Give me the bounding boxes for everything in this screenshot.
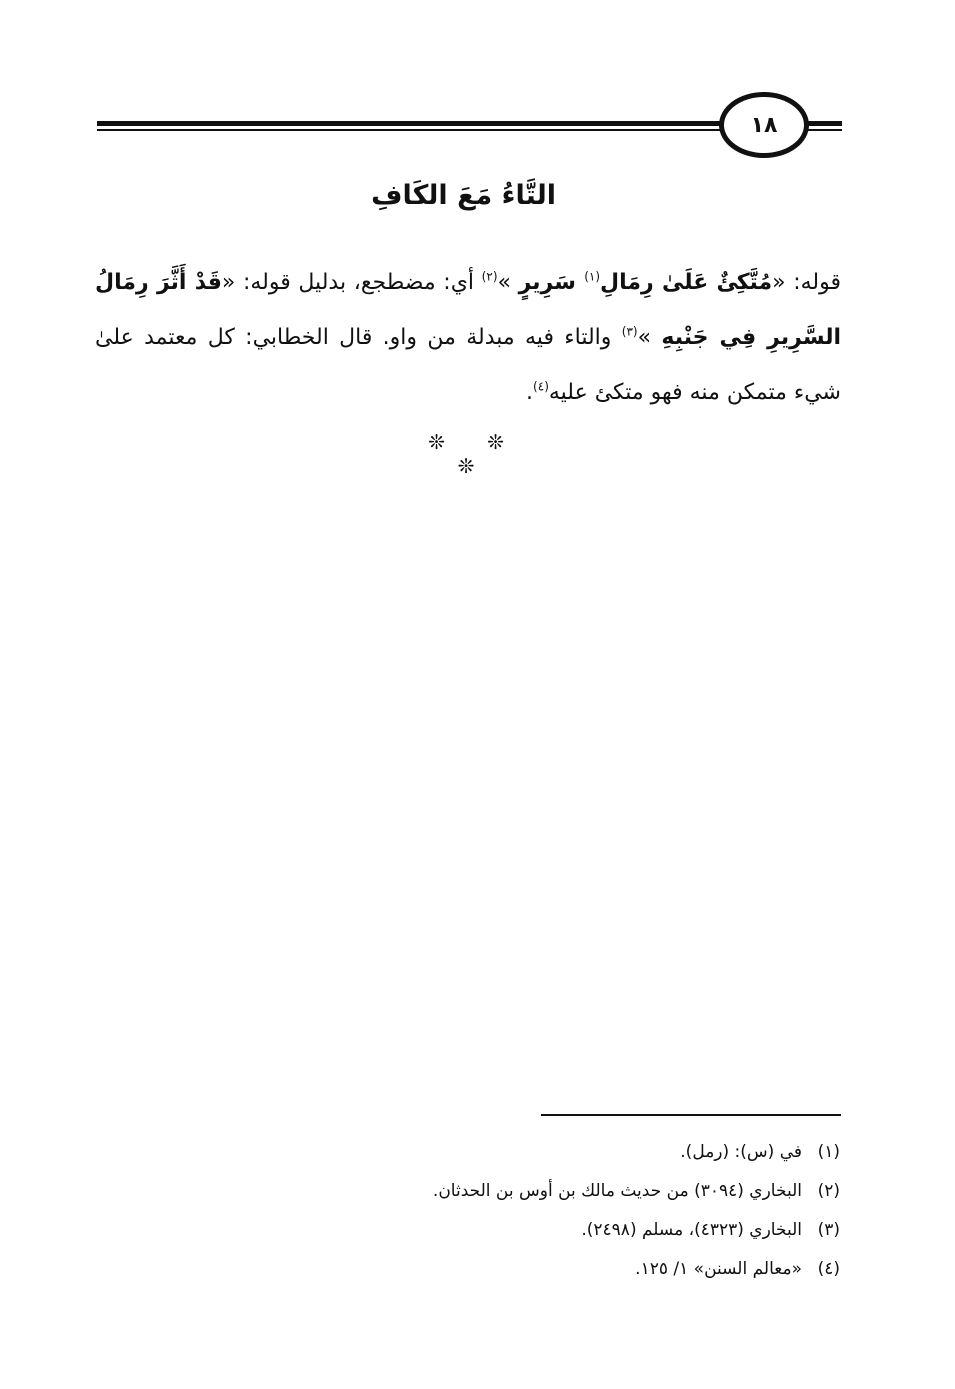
text-segment: والتاء فيه مبدلة من واو. قال الخطابي: كل معتمد علىٰ شيء متمكن منه فهو متكئ عليه [95,325,841,405]
text-segment: » [497,270,519,295]
footnote-item [280,1133,840,1172]
footnote-number: (١) [817,1142,840,1162]
body-paragraph [95,255,841,420]
footnote-item [280,1172,840,1211]
footnote-number: (٤) [817,1259,840,1279]
footnote-ref-2: (٢) [481,269,498,284]
text-segment: أي: مضطجع، بدليل قوله: « [221,270,482,295]
footnote-ref-1: (١) [584,269,601,284]
footnote-number: (٣) [817,1220,840,1240]
text-segment: قوله: « [772,270,842,295]
quote-hadith-2: قَدْ أَثَّرَ رِمَالُ السَّرِيرِ فِي جَنْبِهِ [95,270,842,350]
section-separator: ❊ ❊ ❊ [428,430,522,478]
page-header [0,0,955,180]
footnote-text: في (س): (رمل). [680,1142,802,1162]
page-number: ١٨ [750,112,778,138]
section-title: التَّاءُ مَعَ الكَافِ [371,180,556,211]
footnote-item [280,1250,840,1289]
footnote-item [280,1211,840,1250]
page-number-badge [719,92,809,158]
quote-hadith-1b: سَرِيرٍ [518,270,585,295]
footnote-number: (٢) [817,1181,840,1201]
footnote-divider [541,1114,841,1116]
footnote-ref-3: (٣) [621,324,638,339]
quote-hadith-1a: مُتَّكِئٌ عَلَىٰ رِمَالِ [600,270,773,295]
text-segment: » [637,325,662,350]
footnote-text: البخاري (٣٠٩٤) من حديث مالك بن أوس بن الحدثان. [432,1181,802,1201]
footnote-ref-4: (٤) [533,379,549,394]
text-segment: . [526,380,534,405]
footnote-text: البخاري (٤٣٢٣)، مسلم (٢٤٩٨). [581,1220,802,1240]
footnotes-list [280,1133,840,1289]
footnote-text: «معالم السنن» ١/ ١٢٥. [635,1259,802,1279]
